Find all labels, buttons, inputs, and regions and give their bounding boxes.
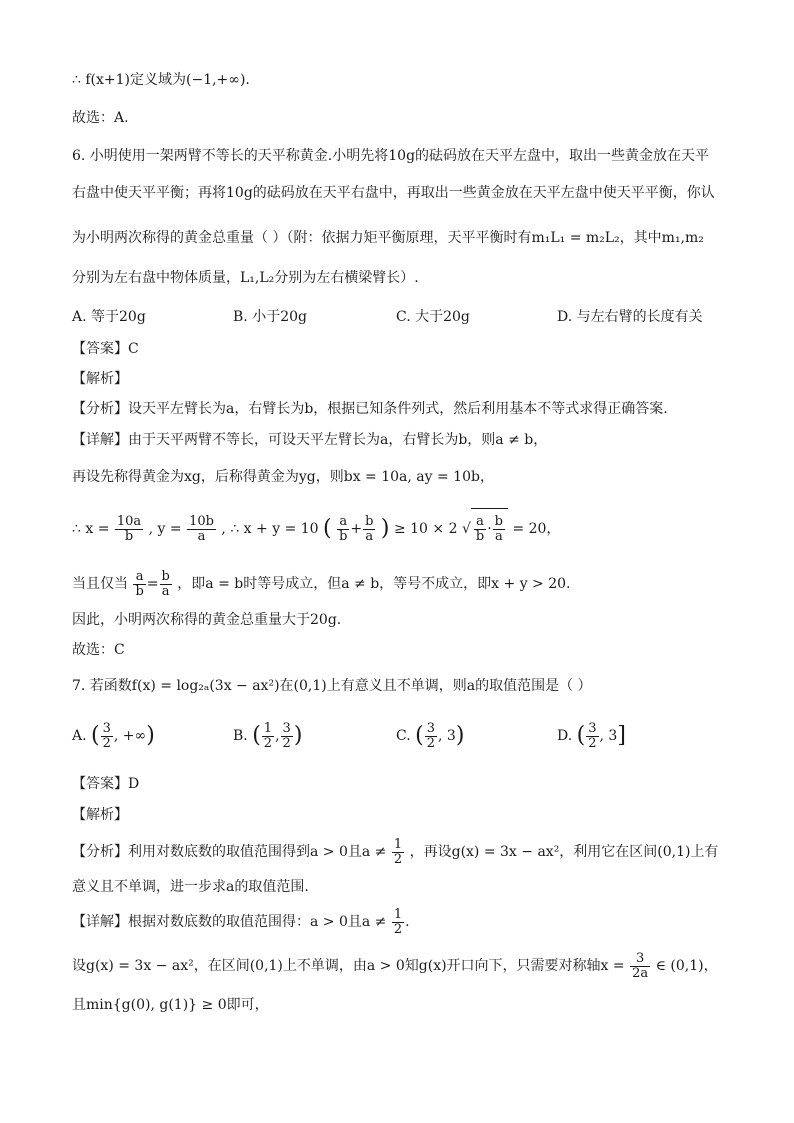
fraction (630, 952, 650, 981)
fraction (493, 515, 505, 544)
fraction (586, 722, 598, 751)
denominator: 2 (102, 735, 111, 751)
fraction (133, 570, 145, 599)
denominator: 2 (588, 735, 597, 751)
numerator: 10b (189, 513, 214, 529)
detail-text: 再设先称得黄金为xg，后称得黄金为yg，则bx = 10a, ay = 10b， (72, 469, 494, 485)
denominator: 2 (282, 735, 291, 751)
fraction (392, 838, 404, 867)
fraction (262, 722, 274, 751)
fraction (363, 515, 375, 544)
question-6-stem: 分别为左右盘中物体质量，L₁,L₂分别为左右横梁臂长）. (72, 270, 419, 286)
denominator: 2 (393, 851, 403, 867)
fraction (392, 908, 404, 937)
analysis-text-part: 【分析】利用对数底数的取值范围得到a > 0且a ≠ (72, 844, 387, 860)
fraction (281, 722, 293, 751)
paren: ) (146, 723, 155, 748)
question-6-stem: 6. 小明使用一架两臂不等长的天平称黄金.小明先将10g的砝码放在天平左盘中，取出一些黄金放在天平 (72, 148, 710, 164)
paren: ) (455, 723, 465, 748)
denominator: a (494, 528, 503, 544)
fraction (160, 570, 172, 599)
denominator: 2 (393, 921, 403, 937)
option-text: , 3 (599, 728, 618, 744)
formula-text: ，即a = b时等号成立，但a ≠ b，等号不成立，即x + y > 20. (177, 576, 571, 592)
numerator: b (161, 568, 170, 584)
option-label: B. (233, 728, 248, 744)
option-text: , +∞ (113, 728, 147, 744)
text-line: ∴ f(x+1)定义域为(−1,+∞). (72, 72, 250, 88)
analysis-text: 【分析】设天平左臂长为a，右臂长为b，根据已知条件列式，然后利用基本不等式求得正确答案. (72, 401, 668, 417)
fraction (337, 515, 349, 544)
option-b: B. ( $\frac{1}{2}$ , $\frac{3}{2}$ ) (233, 720, 303, 751)
text-line: 故选：A. (72, 110, 129, 126)
option-d: D. 与左右臂的长度有关 (557, 309, 703, 325)
option-label: C. (396, 728, 411, 744)
numerator: a (337, 515, 349, 530)
formula-text: , y = (148, 521, 182, 537)
denominator: b (124, 528, 134, 544)
numerator: 1 (393, 836, 403, 852)
detail-text (72, 948, 734, 984)
numerator: b (365, 513, 374, 529)
paren: ( (576, 723, 586, 748)
option-c (396, 716, 464, 756)
analysis-text: 意义且不单调，进一步求a的取值范围. (72, 879, 309, 895)
answer: 【答案】D (72, 776, 140, 792)
fraction (187, 515, 216, 544)
question-6-stem: 为小明两次称得的黄金总重量（ ）（附：依据力矩平衡原理，天平平衡时有m₁L₁ = m₂L₂，其中m₁,m₂ (72, 230, 704, 246)
numerator: a (474, 515, 486, 530)
denominator: b (475, 528, 485, 544)
option-label: A. (72, 728, 87, 744)
numerator: 3 (102, 720, 111, 736)
analysis-text-part: ，再设g(x) = 3x − ax²，利用它在区间(0,1)上有 (409, 844, 719, 860)
option-label: D. (557, 728, 573, 744)
numerator: 3 (282, 720, 291, 736)
question-6-stem: 右盘中使天平平衡；再将10g的砝码放在天平右盘中，再取出一些黄金放在天平左盘中使天平平衡，你认 (72, 185, 715, 201)
detail-text: 【详解】根据对数底数的取值范围得：a > 0且a ≠ $\frac{1}{2}$ . (72, 906, 410, 937)
analysis-heading: 【解析】 (72, 807, 128, 823)
question-7-stem: 7. 若函数f(x) = log₂ₐ(3x − ax²)在(0,1)上有意义且不单调，则a的取值范围是（ ） (72, 678, 592, 694)
detail-text-part: 设g(x) = 3x − ax²，在区间(0,1)上不单调，由a > 0知g(x)开口向下，只需要对称轴x = (72, 958, 625, 974)
formula-line: ∴ x = $\frac{10a}{b}$ , y = $\frac{10b}{a}$ , ∴ x + y = 10 ( $\frac{a}{b}$ + $\frac{b}{a}$ ) ≥ 10 × 2 √ $\frac{a}{b}$ · $\frac{b}{a}$ = 20， (72, 508, 734, 549)
numerator: 1 (393, 906, 403, 922)
formula-text: , ∴ x + y = 10 (221, 521, 319, 537)
detail-text: 故选：C (72, 642, 125, 658)
denominator: a (365, 528, 374, 544)
numerator: 1 (263, 720, 273, 736)
numerator: 3 (630, 952, 650, 967)
numerator: a (133, 570, 145, 585)
option-a (72, 716, 155, 756)
denominator: b (135, 583, 144, 599)
fraction (101, 722, 113, 751)
option-b: B. 小于20g (233, 309, 307, 325)
denominator: 2 (263, 735, 273, 751)
sqrt-body: $\frac{a}{b}$ · $\frac{b}{a}$ (471, 508, 508, 549)
denominator: a (161, 583, 170, 599)
numerator: 10a (116, 513, 142, 529)
fraction (474, 515, 486, 544)
sqrt-sign: √ (461, 521, 471, 537)
detail-text-part: 【详解】根据对数底数的取值范围得：a > 0且a ≠ (72, 914, 387, 930)
analysis-heading: 【解析】 (72, 371, 128, 387)
detail-text: 因此，小明两次称得的黄金总重量大于20g. (72, 612, 342, 628)
formula-text: 当且仅当 (72, 576, 128, 592)
detail-text: 【详解】由于天平两臂不等长，可设天平左臂长为a，右臂长为b，则a ≠ b， (72, 432, 548, 448)
bracket: ] (617, 723, 626, 748)
formula-text: ∴ x = (72, 521, 110, 537)
denominator: b (339, 528, 348, 544)
paren: ( (323, 516, 332, 541)
denominator: 2 (426, 735, 435, 751)
option-text: , 3 (438, 728, 456, 744)
fraction (425, 722, 437, 751)
paren: ( (91, 723, 100, 748)
fraction (115, 515, 143, 544)
formula-text: ≥ 10 × 2 (393, 521, 458, 537)
denominator: 2a (632, 965, 649, 981)
detail-text-part: ∈ (0,1)， (655, 958, 718, 974)
detail-text: 且min{g(0), g(1)} ≥ 0即可， (72, 997, 269, 1013)
paren: ) (293, 723, 303, 748)
denominator: a (197, 528, 206, 544)
numerator: 3 (588, 720, 597, 736)
paren: ) (380, 516, 390, 541)
formula-line: 当且仅当 $\frac{a}{b}$ = $\frac{b}{a}$ ，即a = b时等号成立，但a ≠ b，等号不成立，即x + y > 20. (72, 568, 571, 599)
paren: ( (415, 723, 424, 748)
numerator: 3 (426, 720, 435, 736)
formula-text: = 20， (512, 521, 561, 537)
option-c: C. 大于20g (396, 309, 470, 325)
numerator: b (494, 513, 503, 529)
answer: 【答案】C (72, 341, 139, 357)
analysis-text (72, 834, 734, 870)
option-d (557, 716, 626, 756)
paren: ( (252, 723, 261, 748)
option-a: A. 等于20g (72, 309, 146, 325)
